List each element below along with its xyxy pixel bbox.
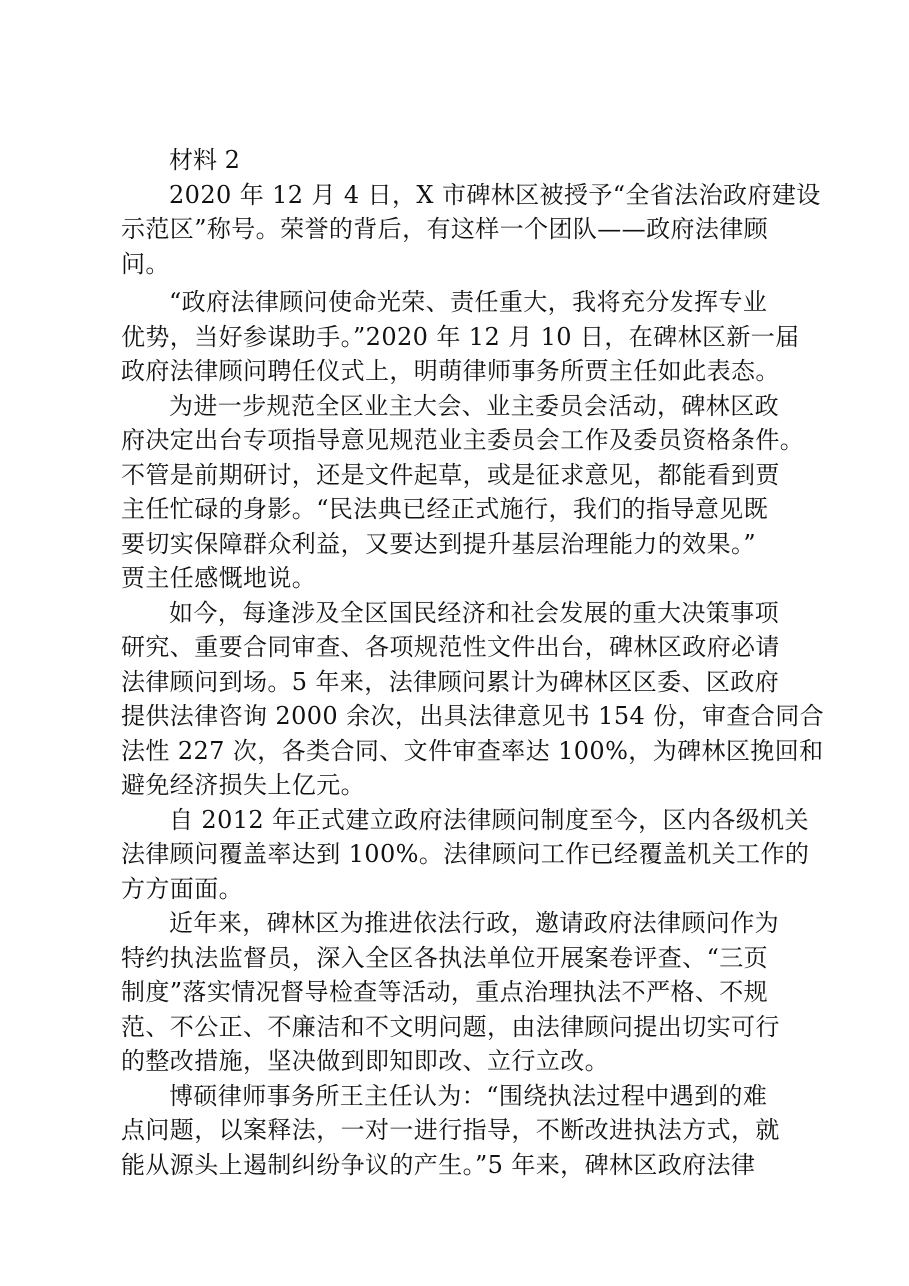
paragraph <box>121 596 825 803</box>
paragraph-line: 优势，当好参谋助手。”2020 年 12 月 10 日，在碑林区新一届 <box>121 322 800 351</box>
paragraph-line: 法性 227 次，各类合同、文件审查率达 100%，为碑林区挽回和 <box>121 736 824 765</box>
paragraph-line: 范、不公正、不廉洁和不文明问题，由法律顾问提出切实可行 <box>121 1012 780 1041</box>
paragraph-line: 贾主任感慨地说。 <box>121 564 317 592</box>
paragraph-line: 不管是前期研讨，还是文件起草，或是征求意见，都能看到贾 <box>121 460 780 489</box>
paragraph-line: 法律顾问到场。5 年来，法律顾问累计为碑林区区委、区政府 <box>121 667 780 696</box>
section-heading <box>121 143 797 178</box>
paragraph-line: 2020 年 12 月 4 日，X 市碑林区被授予“全省法治政府建设 <box>169 180 821 209</box>
paragraph-line: 主任忙碌的身影。“民法典已经正式施行，我们的指导意见既 <box>121 495 769 523</box>
paragraph <box>121 1079 797 1183</box>
heading-text: 材料 2 <box>169 146 240 174</box>
paragraph-line: 避免经济损失上亿元。 <box>121 771 365 799</box>
paragraph-line: 的整改措施，坚决做到即知即改、立行立改。 <box>121 1047 609 1075</box>
paragraph-line: 点问题，以案释法，一对一进行指导，不断改进执法方式，就 <box>121 1116 780 1144</box>
paragraph-line: 提供法律咨询 2000 余次，出具法律意见书 154 份，审查合同合 <box>121 702 825 730</box>
paragraph-line: 能从源头上遏制纠纷争议的产生。”5 年来，碑林区政府法律 <box>121 1150 756 1179</box>
paragraph-line: “政府法律顾问使命光荣、责任重大，我将充分发挥专业 <box>169 288 768 316</box>
paragraph-line: 府决定出台专项指导意见规范业主委员会工作及委员资格条件。 <box>121 426 805 454</box>
paragraph <box>121 906 797 1079</box>
paragraph <box>121 803 810 907</box>
paragraph-line: 近年来，碑林区为推进依法行政，邀请政府法律顾问作为 <box>169 909 779 937</box>
paragraph-line: 自 2012 年正式建立政府法律顾问制度至今，区内各级机关 <box>169 805 809 834</box>
document-body <box>121 143 825 1182</box>
paragraph-line: 为进一步规范全区业主大会、业主委员会活动，碑林区政 <box>169 391 779 420</box>
paragraph-line: 方方面面。 <box>121 874 243 903</box>
paragraph-line: 研究、重要合同审查、各项规范性文件出台，碑林区政府必请 <box>121 633 780 661</box>
paragraph-line: 示范区”称号。荣誉的背后，有这样一个团队——政府法律顾 <box>121 215 769 243</box>
paragraph <box>121 389 805 596</box>
paragraph <box>121 285 800 389</box>
paragraph-line: 博硕律师事务所王主任认为：“围绕执法过程中遇到的难 <box>169 1081 768 1110</box>
paragraph-line: 政府法律顾问聘任仪式上，明萌律师事务所贾主任如此表态。 <box>121 357 780 385</box>
paragraph-line: 要切实保障群众利益，又要达到提升基层治理能力的效果。” <box>121 529 757 558</box>
paragraph <box>121 178 821 282</box>
paragraph-line: 制度”落实情况督导检查等活动，重点治理执法不严格、不规 <box>121 978 769 1006</box>
paragraph-line: 问。 <box>121 249 170 278</box>
paragraph-line: 法律顾问覆盖率达到 100%。法律顾问工作已经覆盖机关工作的 <box>121 840 810 868</box>
paragraph-line: 如今，每逢涉及全区国民经济和社会发展的重大决策事项 <box>169 598 779 627</box>
paragraph-line: 特约执法监督员，深入全区各执法单位开展案卷评查、“三页 <box>121 943 769 972</box>
